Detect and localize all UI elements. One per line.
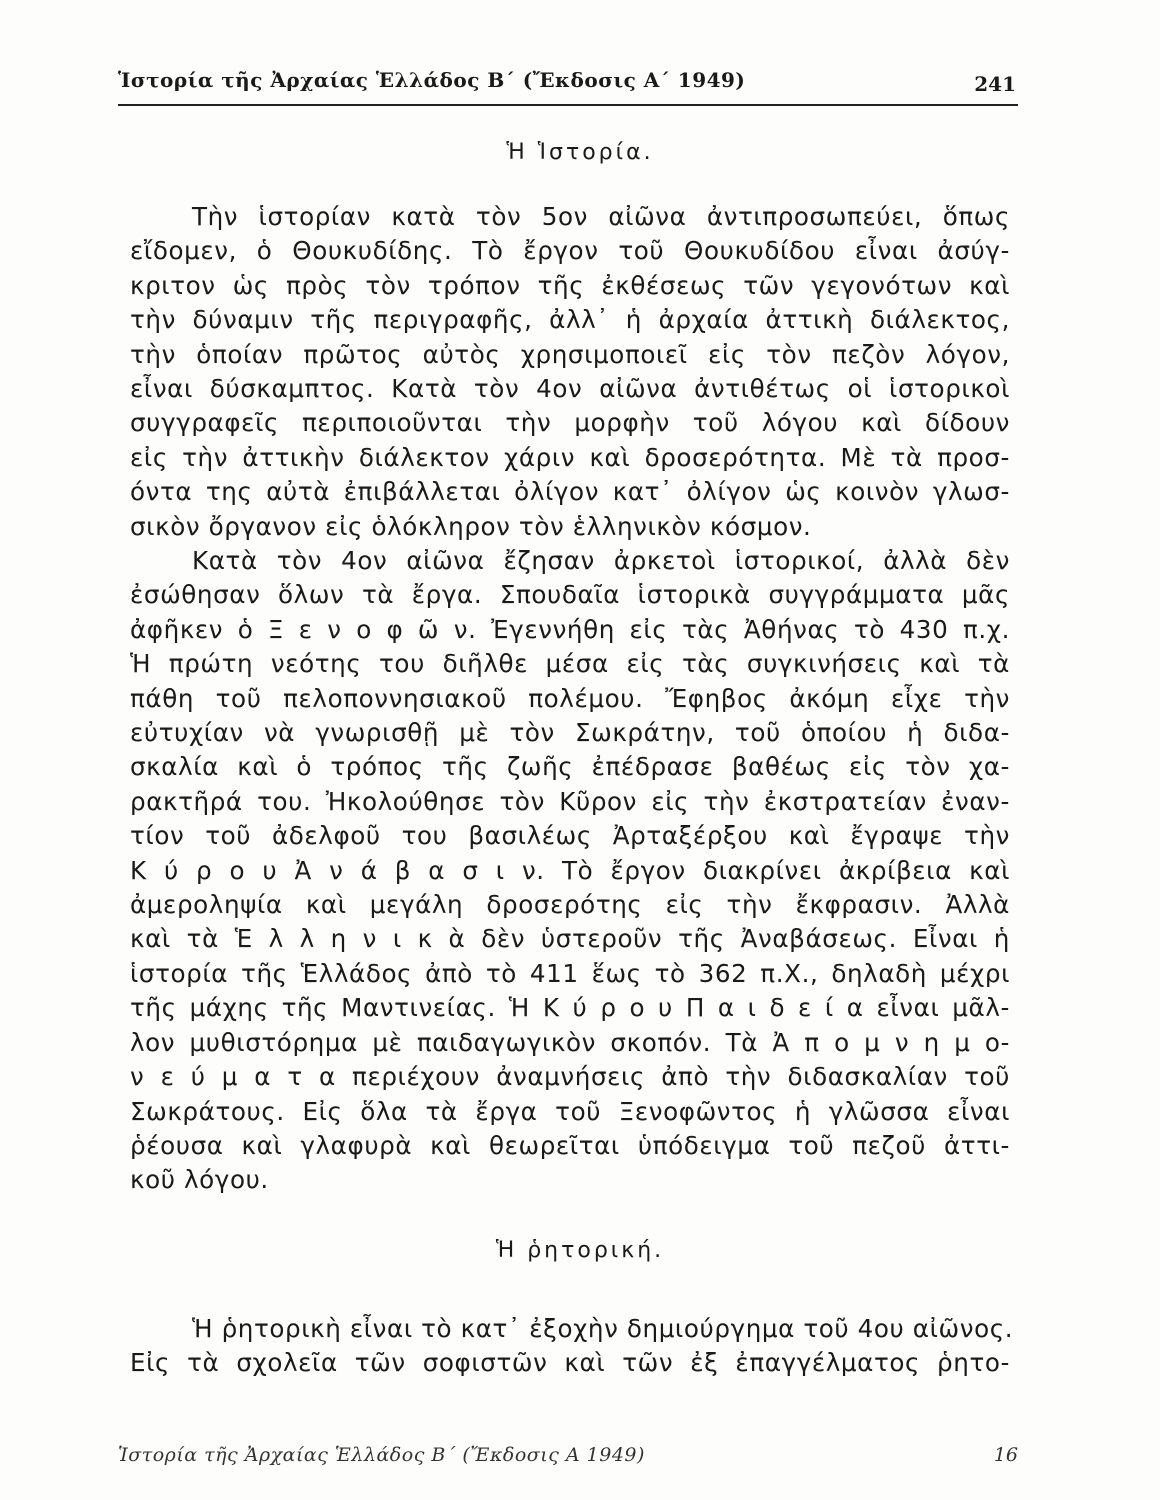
text-line: Σωκράτους. Εἰς ὅλα τὰ ἔργα τοῦ Ξενοφῶντος ἡ γλῶσσα εἶναι	[130, 1096, 1010, 1126]
text-line: πάθη τοῦ πελοποννησιακοῦ πολέμου. Ἔφηβος ἀκόμη εἶχε τὴν	[130, 683, 1010, 713]
text-line: Κ ύ ρ ο υ Ἀ ν ά β α σ ι ν. Τὸ ἔργον διακρίνει ἀκρίβεια καὶ	[130, 855, 1010, 885]
text-line: Ἡ ῥητορικὴ εἶναι τὸ κατ᾽ ἐξοχὴν δημιούργημα τοῦ 4ου αἰῶνος.	[192, 1314, 1014, 1343]
text-line: συγγραφεῖς περιποιοῦνται τὴν μορφὴν τοῦ λόγου καὶ δίδουν	[130, 408, 1010, 438]
running-footer	[118, 1444, 1018, 1474]
text-line: σκαλία καὶ ὁ τρόπος τῆς ζωῆς ἐπέδρασε βαθέως εἰς τὸν χα-	[130, 752, 1010, 782]
rhetoric-paragraph-1	[130, 1312, 1014, 1381]
text-line: λον μυθιστόρημα μὲ παιδαγωγικὸν σκοπόν. Τὰ Ἀ π ο μ ν η μ ο-	[130, 1027, 1010, 1057]
section-title-rhetoric: Ἡ ῥητορική.	[495, 1238, 665, 1263]
text-line: ἀφῆκεν ὁ Ξ ε ν ο φ ῶ ν. Ἐγεννήθη εἰς τὰς Ἀθήνας τὸ 430 π.χ.	[130, 614, 1010, 644]
text-line: εἴδομεν, ὁ Θουκυδίδης. Τὸ ἔργον τοῦ Θουκυδίδου εἶναι ἀσύγ-	[130, 236, 1010, 266]
text-line: σικὸν ὄργανον εἰς ὁλόκληρον τὸν ἑλληνικὸν κόσμον.	[130, 511, 812, 541]
text-line: κριτον ὡς πρὸς τὸν τρόπον τῆς ἐκθέσεως τῶν γεγονότων καὶ	[130, 270, 1010, 300]
running-header	[118, 64, 1018, 106]
header-title: Ἱστορία τῆς Ἀρχαίας Ἑλλάδος Β΄ (Ἔκδοσις Α΄ 1949)	[118, 68, 746, 92]
text-line: Ἡ πρώτη νεότης του διῆλθε μέσα εἰς τὰς συγκινήσεις καὶ τὰ	[130, 649, 1010, 679]
section-title-history: Ἡ Ἱστορία.	[506, 140, 654, 165]
history-paragraph-2	[130, 544, 1010, 1198]
text-line: ἀμεροληψία καὶ μεγάλη δροσερότης εἰς τὴν ἔκφρασιν. Ἀλλὰ	[130, 890, 1010, 920]
text-line: εὐτυχίαν νὰ γνωρισθῇ μὲ τὸν Σωκράτην, τοῦ ὁποίου ἡ διδα-	[130, 718, 1010, 748]
text-line: ἐσώθησαν ὅλων τὰ ἔργα. Σπουδαῖα ἱστορικὰ συγγράμματα μᾶς	[130, 580, 1010, 610]
text-line: ῥέουσα καὶ γλαφυρὰ καὶ θεωρεῖται ὑπόδειγμα τοῦ πεζοῦ ἀττι-	[130, 1130, 1010, 1160]
text-line: κοῦ λόγου.	[130, 1165, 269, 1195]
text-line: Κατὰ τὸν 4ον αἰῶνα ἔζησαν ἀρκετοὶ ἱστορικοί, ἀλλὰ δὲν	[192, 546, 1010, 575]
footer-title: Ἱστορία τῆς Ἀρχαίας Ἑλλάδος Β΄ (Ἔκδοσις Α 1949)	[118, 1444, 645, 1466]
text-line: τὴν δύναμιν τῆς περιγραφῆς, ἀλλ᾽ ἡ ἀρχαία ἀττικὴ διάλεκτος,	[130, 305, 1010, 335]
text-line: τῆς μάχης τῆς Μαντινείας. Ἡ Κ ύ ρ ο υ Π α ι δ ε ί α εἶναι μᾶλ-	[130, 993, 1010, 1023]
text-line: ν ε ύ μ α τ α περιέχουν ἀναμνήσεις ἀπὸ τὴν διδασκαλίαν τοῦ	[130, 1062, 1010, 1092]
text-line: Εἰς τὰ σχολεῖα τῶν σοφιστῶν καὶ τῶν ἐξ ἐπαγγέλματος ῥητο-	[130, 1348, 1010, 1378]
history-paragraph-1	[130, 200, 1010, 544]
text-line: εἰς τὴν ἀττικὴν διάλεκτον χάριν καὶ δροσερότητα. Μὲ τὰ προσ-	[130, 442, 1010, 472]
signature-mark: 16	[993, 1444, 1018, 1466]
text-line: τίον τοῦ ἀδελφοῦ του βασιλέως Ἀρταξέρξου καὶ ἔγραψε τὴν	[130, 821, 1010, 851]
text-line: όντα της αὐτὰ ἐπιβάλλεται ὀλίγον κατ᾽ ὀλίγον ὡς κοινὸν γλωσ-	[130, 477, 1010, 507]
text-line: ἱστορία τῆς Ἑλλάδος ἀπὸ τὸ 411 ἕως τὸ 362 π.Χ., δηλαδὴ μέχρι	[130, 958, 1010, 988]
page-number: 241	[974, 72, 1016, 96]
text-line: Τὴν ἱστορίαν κατὰ τὸν 5ον αἰῶνα ἀντιπροσωπεύει, ὅπως	[192, 202, 1010, 231]
text-line: ρακτῆρά του. Ἠκολούθησε τὸν Κῦρον εἰς τὴν ἐκστρατείαν ἐναν-	[130, 786, 1010, 816]
text-line: τὴν ὁποίαν πρῶτος αὐτὸς χρησιμοποιεῖ εἰς τὸν πεζὸν λόγον,	[130, 339, 1010, 369]
text-line: καὶ τὰ Ἑ λ λ η ν ι κ ὰ δὲν ὑστεροῦν τῆς Ἀναβάσεως. Εἶναι ἡ	[130, 924, 1010, 954]
text-line: εἶναι δύσκαμπτος. Κατὰ τὸν 4ον αἰῶνα ἀντιθέτως οἱ ἱστορικοὶ	[130, 374, 1010, 404]
